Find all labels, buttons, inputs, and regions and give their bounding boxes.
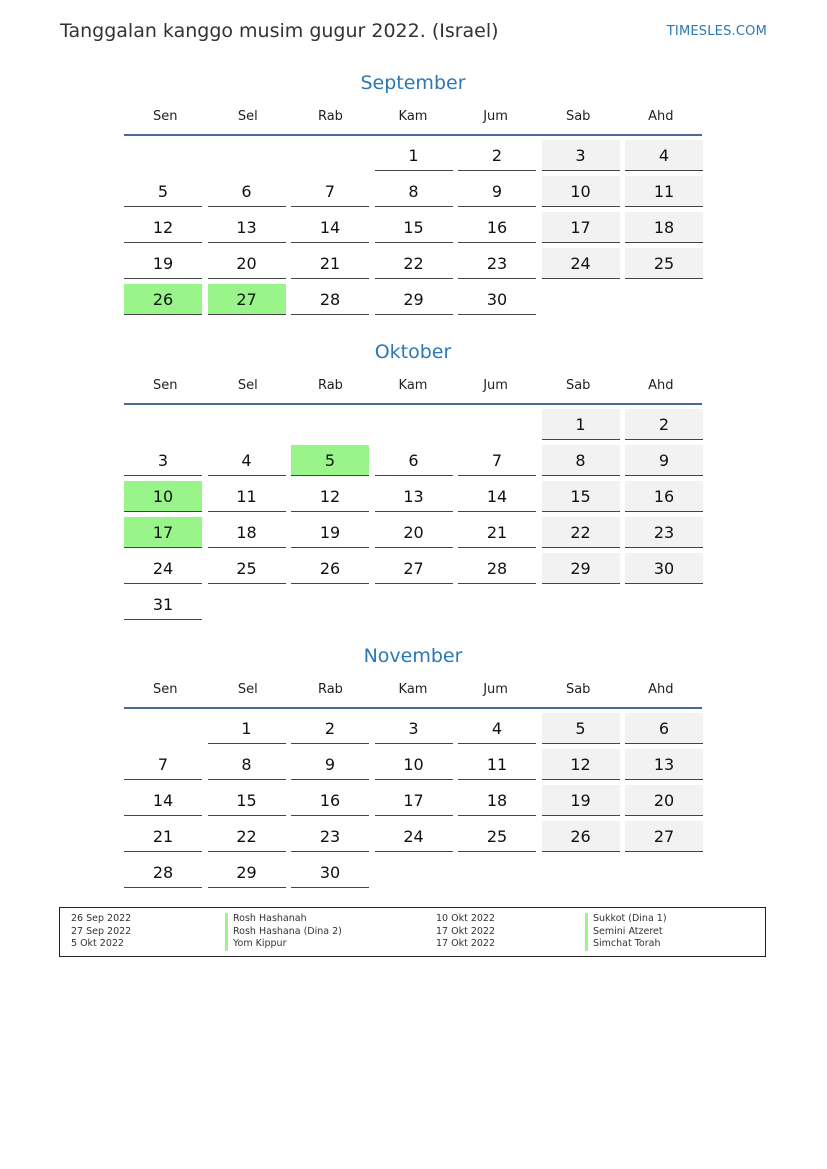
day-cell: 1 — [375, 140, 453, 171]
day-cell: 5 — [124, 176, 202, 207]
day-cell: 10 — [542, 176, 620, 207]
day-cell: 26 — [291, 553, 369, 584]
day-cell: 19 — [542, 785, 620, 816]
day-cell: 12 — [291, 481, 369, 512]
holiday-day-cell: 27 — [208, 284, 286, 315]
day-cell: 20 — [375, 517, 453, 548]
day-cell: 19 — [124, 248, 202, 279]
weekday-label: Sen — [153, 681, 178, 697]
weekday-label: Rab — [317, 377, 343, 393]
month-title: Oktober — [374, 341, 452, 363]
day-cell: 16 — [291, 785, 369, 816]
empty-cell — [124, 409, 202, 440]
empty-cell — [124, 140, 202, 171]
day-cell: 22 — [208, 821, 286, 852]
holiday-day-cell: 17 — [124, 517, 202, 548]
day-cell: 18 — [625, 212, 703, 243]
day-cell: 3 — [542, 140, 620, 171]
day-cell: 5 — [542, 713, 620, 744]
day-cell: 22 — [542, 517, 620, 548]
day-cell: 19 — [291, 517, 369, 548]
legend-holiday-name: Rosh Hashanah — [225, 913, 342, 926]
day-cell: 15 — [208, 785, 286, 816]
day-cell: 14 — [458, 481, 536, 512]
day-cell: 8 — [208, 749, 286, 780]
day-cell: 30 — [625, 553, 703, 584]
weekday-label: Sel — [237, 108, 258, 124]
day-cell: 28 — [124, 857, 202, 888]
day-cell: 22 — [375, 248, 453, 279]
weekday-label: Ahd — [648, 108, 674, 124]
day-cell: 23 — [291, 821, 369, 852]
weekday-label: Kam — [398, 681, 428, 697]
legend-holiday-name: Yom Kippur — [225, 938, 342, 951]
weekday-label: Ahd — [648, 377, 674, 393]
day-cell: 8 — [542, 445, 620, 476]
day-cell: 24 — [542, 248, 620, 279]
day-cell: 23 — [625, 517, 703, 548]
day-cell: 21 — [124, 821, 202, 852]
empty-cell — [291, 140, 369, 171]
day-cell: 15 — [542, 481, 620, 512]
day-cell: 26 — [542, 821, 620, 852]
weekday-label: Sen — [153, 108, 178, 124]
weekday-header — [124, 671, 702, 709]
empty-cell — [208, 140, 286, 171]
empty-cell — [208, 409, 286, 440]
weekday-header — [124, 367, 702, 405]
legend-date: 5 Okt 2022 — [71, 938, 124, 949]
legend-holiday-name: Simchat Torah — [585, 938, 667, 951]
holiday-legend — [59, 907, 766, 957]
day-cell: 29 — [375, 284, 453, 315]
legend-date: 27 Sep 2022 — [71, 925, 132, 937]
legend-dates-right — [436, 913, 495, 951]
day-cell: 20 — [625, 785, 703, 816]
day-cell: 7 — [291, 176, 369, 207]
day-cell: 14 — [291, 212, 369, 243]
day-cell: 16 — [458, 212, 536, 243]
day-cell: 17 — [542, 212, 620, 243]
holiday-day-cell: 26 — [124, 284, 202, 315]
day-cell: 2 — [291, 713, 369, 744]
weekday-label: Sel — [237, 377, 258, 393]
day-cell: 30 — [291, 857, 369, 888]
weekday-label: Jum — [483, 108, 508, 124]
day-cell: 6 — [208, 176, 286, 207]
day-cell: 13 — [208, 212, 286, 243]
legend-date: 26 Sep 2022 — [71, 913, 132, 924]
day-cell: 12 — [124, 212, 202, 243]
day-cell: 1 — [208, 713, 286, 744]
day-cell: 25 — [208, 553, 286, 584]
day-cell: 29 — [542, 553, 620, 584]
weekday-label: Kam — [398, 108, 428, 124]
day-cell: 11 — [208, 481, 286, 512]
site-link[interactable]: TIMESLES.COM — [666, 24, 767, 39]
day-cell: 14 — [124, 785, 202, 816]
day-cell: 9 — [291, 749, 369, 780]
day-cell: 6 — [625, 713, 703, 744]
weekday-label: Sab — [565, 108, 591, 124]
day-cell: 10 — [375, 749, 453, 780]
legend-names-left — [225, 913, 342, 951]
empty-cell — [375, 409, 453, 440]
weekday-label: Sel — [237, 681, 258, 697]
day-cell: 18 — [458, 785, 536, 816]
legend-date: 10 Okt 2022 — [436, 913, 496, 924]
day-cell: 2 — [458, 140, 536, 171]
day-cell: 8 — [375, 176, 453, 207]
day-cell: 9 — [458, 176, 536, 207]
day-cell: 4 — [625, 140, 703, 171]
day-cell: 30 — [458, 284, 536, 315]
legend-dates-left — [71, 913, 131, 951]
weekday-header — [124, 98, 702, 136]
day-cell: 6 — [375, 445, 453, 476]
day-cell: 12 — [542, 749, 620, 780]
day-cell: 11 — [625, 176, 703, 207]
day-cell: 31 — [124, 589, 202, 620]
day-cell: 29 — [208, 857, 286, 888]
empty-cell — [291, 409, 369, 440]
legend-holiday-name: Sukkot (Dina 1) — [585, 913, 667, 926]
day-grid — [124, 409, 702, 620]
day-cell: 1 — [542, 409, 620, 440]
day-cell: 25 — [625, 248, 703, 279]
empty-cell — [458, 409, 536, 440]
day-cell: 18 — [208, 517, 286, 548]
day-cell: 11 — [458, 749, 536, 780]
day-cell: 28 — [291, 284, 369, 315]
day-cell: 2 — [625, 409, 703, 440]
day-cell: 20 — [208, 248, 286, 279]
page-title: Tanggalan kanggo musim gugur 2022. (Israel) — [60, 20, 499, 42]
weekday-label: Rab — [317, 108, 343, 124]
day-cell: 9 — [625, 445, 703, 476]
day-grid — [124, 140, 702, 315]
day-cell: 27 — [375, 553, 453, 584]
day-grid — [124, 713, 702, 888]
day-cell: 7 — [458, 445, 536, 476]
holiday-day-cell: 5 — [291, 445, 369, 476]
weekday-label: Sab — [565, 681, 591, 697]
day-cell: 21 — [291, 248, 369, 279]
day-cell: 21 — [458, 517, 536, 548]
legend-date: 17 Okt 2022 — [436, 925, 496, 937]
day-cell: 7 — [124, 749, 202, 780]
day-cell: 4 — [208, 445, 286, 476]
legend-holiday-name: Semini Atzeret — [585, 926, 667, 939]
weekday-label: Kam — [398, 377, 428, 393]
day-cell: 15 — [375, 212, 453, 243]
legend-date: 17 Okt 2022 — [436, 938, 496, 949]
day-cell: 27 — [625, 821, 703, 852]
day-cell: 3 — [124, 445, 202, 476]
day-cell: 24 — [375, 821, 453, 852]
weekday-label: Jum — [483, 377, 508, 393]
day-cell: 28 — [458, 553, 536, 584]
weekday-label: Sab — [565, 377, 591, 393]
weekday-label: Sen — [153, 377, 178, 393]
day-cell: 24 — [124, 553, 202, 584]
day-cell: 16 — [625, 481, 703, 512]
day-cell: 13 — [625, 749, 703, 780]
day-cell: 3 — [375, 713, 453, 744]
month-title: November — [363, 645, 463, 667]
month-title: September — [360, 72, 466, 94]
day-cell: 23 — [458, 248, 536, 279]
weekday-label: Jum — [483, 681, 508, 697]
month-november — [124, 641, 702, 888]
legend-names-right — [585, 913, 667, 951]
day-cell: 13 — [375, 481, 453, 512]
day-cell: 25 — [458, 821, 536, 852]
legend-holiday-name: Rosh Hashana (Dina 2) — [225, 926, 342, 939]
month-oktober — [124, 337, 702, 620]
weekday-label: Rab — [317, 681, 343, 697]
day-cell: 4 — [458, 713, 536, 744]
weekday-label: Ahd — [648, 681, 674, 697]
month-september — [124, 68, 702, 315]
empty-cell — [124, 713, 202, 744]
day-cell: 17 — [375, 785, 453, 816]
holiday-day-cell: 10 — [124, 481, 202, 512]
